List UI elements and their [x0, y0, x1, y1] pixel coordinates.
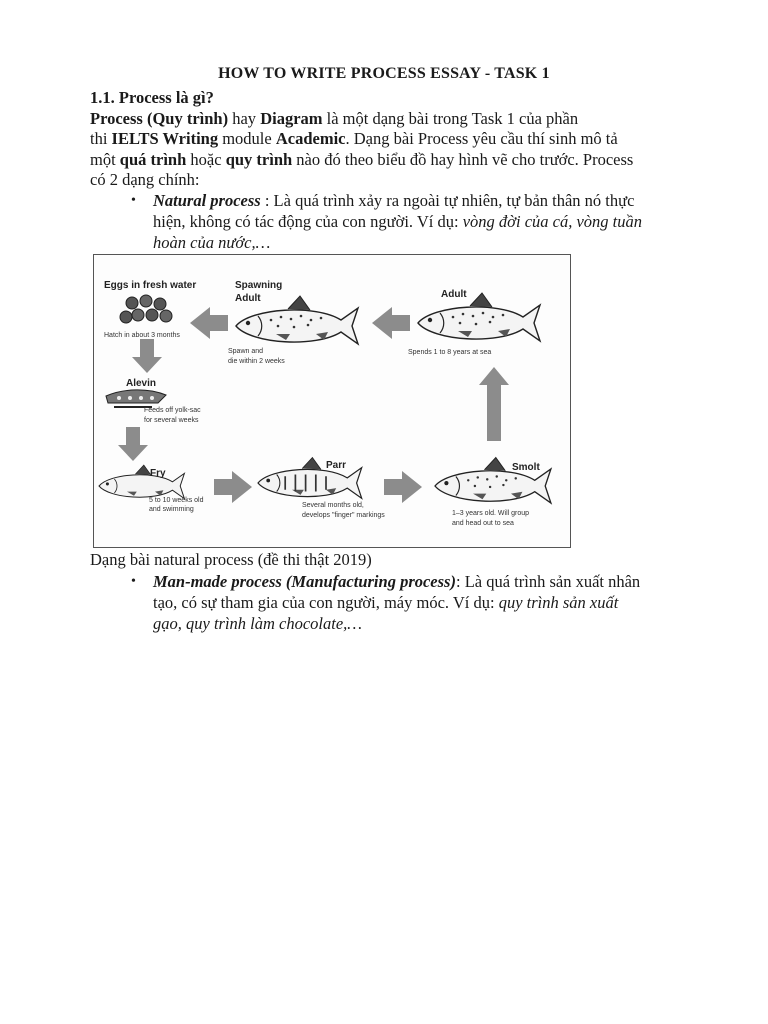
note-adult: Spends 1 to 8 years at sea — [408, 349, 492, 356]
note-parr-2: develops "finger" markings — [302, 512, 385, 519]
term-quy-trinh: quy trình — [225, 150, 293, 169]
stage-parr-label: Parr — [326, 460, 347, 471]
term-ielts-writing: IELTS Writing — [111, 129, 219, 148]
note-smolt-2: and head out to sea — [452, 520, 514, 527]
text: hoặc — [186, 150, 226, 169]
note-eggs: Hatch in about 3 months — [104, 332, 180, 339]
text: tạo, có sự tham gia của con người, máy móc. Ví dụ: — [153, 593, 499, 612]
example-text: quy trình sản xuất — [498, 593, 619, 612]
arrow-up-icon — [479, 367, 509, 441]
arrow-right-icon — [384, 471, 422, 503]
bullet-dot: • — [131, 193, 136, 208]
bullet1-line-1 — [153, 191, 634, 211]
arrow-down-icon — [118, 427, 148, 461]
term-process: Process (Quy trình) — [90, 109, 229, 128]
figure-caption: Dạng bài natural process (đề thi thật 2019) — [90, 550, 372, 569]
eggs-icon — [120, 295, 172, 323]
text: . Dạng bài Process yêu cầu thí sinh mô tả — [345, 129, 618, 148]
bullet2-line-3: gạo, quy trình làm chocolate,… — [153, 614, 362, 633]
bullet1-line-2 — [153, 212, 642, 232]
alevin-icon — [106, 390, 166, 407]
text: thi — [90, 129, 112, 148]
stage-adult-label: Adult — [441, 289, 467, 300]
stage-spawning-label-2: Adult — [235, 293, 261, 304]
stage-eggs-label: Eggs in fresh water — [104, 280, 197, 291]
example-text: vòng đời của cá, vòng tuần — [462, 212, 643, 231]
bullet2-line-2 — [153, 593, 618, 613]
fry-fish-icon — [99, 465, 184, 499]
text: hiện, không có tác động của con người. Ví dụ: — [153, 212, 463, 231]
arrow-left-icon — [372, 307, 410, 339]
term-qua-trinh: quá trình — [119, 150, 187, 169]
arrow-left-icon — [190, 307, 228, 339]
text: là một dạng bài trong Task 1 của phần — [322, 109, 579, 128]
note-spawning-1: Spawn and — [228, 348, 264, 355]
term-diagram: Diagram — [260, 109, 323, 128]
text: module — [218, 129, 276, 148]
section-title: 1.1. Process là gì? — [90, 88, 214, 107]
text: : Là quá trình xảy ra ngoài tự nhiên, tự bản thân nó thực — [260, 191, 635, 210]
bullet1-line-3: hoàn của nước,… — [153, 233, 271, 252]
text: hay — [228, 109, 261, 128]
arrow-right-icon — [214, 471, 252, 503]
term-man-made-process: Man-made process (Manufacturing process) — [153, 572, 456, 591]
salmon-life-cycle-figure — [93, 254, 571, 548]
parr-fish-icon — [258, 458, 362, 499]
bullet2-line-1 — [153, 572, 640, 592]
note-alevin-1: Feeds off yolk-sac — [144, 407, 201, 414]
note-spawning-2: die within 2 weeks — [228, 358, 285, 365]
stage-fry-label: Fry — [150, 468, 166, 479]
text: nào đó theo biểu đồ hay hình vẽ cho trước. Process — [292, 150, 634, 169]
text: : Là quá trình sản xuất nhân — [455, 572, 641, 591]
intro-line-4: có 2 dạng chính: — [90, 170, 200, 189]
note-alevin-2: for several weeks — [144, 417, 199, 424]
intro-line-2 — [90, 129, 618, 149]
term-academic: Academic — [275, 129, 346, 148]
stage-smolt-label: Smolt — [512, 462, 540, 473]
figure-canvas — [94, 255, 570, 547]
term-natural-process: Natural process — [153, 191, 261, 210]
document-heading: HOW TO WRITE PROCESS ESSAY - TASK 1 — [218, 65, 550, 82]
stage-spawning-label: Spawning — [235, 280, 283, 291]
stage-alevin-label: Alevin — [126, 378, 157, 389]
text: một — [90, 150, 120, 169]
note-smolt-1: 1–3 years old. Will group — [452, 510, 530, 517]
note-parr-1: Several months old, — [302, 502, 364, 509]
note-fry-1: 5 to 10 weeks old — [149, 497, 204, 504]
bullet-dot: • — [131, 574, 136, 589]
intro-line-3 — [90, 150, 633, 170]
arrow-down-icon — [132, 339, 162, 373]
intro-line-1 — [90, 109, 578, 129]
adult-fish-icon — [418, 293, 540, 341]
note-fry-2: and swimming — [149, 506, 194, 513]
